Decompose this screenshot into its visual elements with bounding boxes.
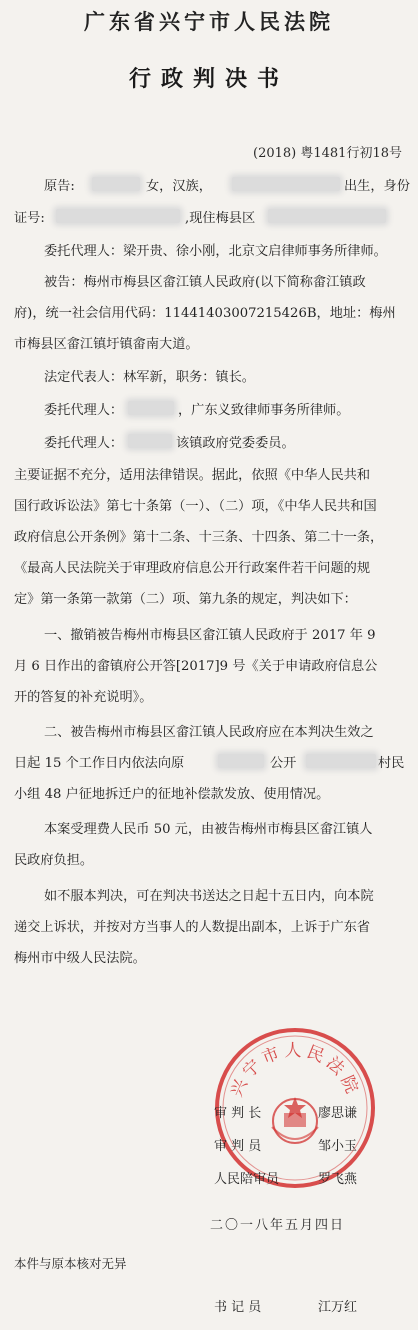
clerk-name: 江万红: [318, 1300, 358, 1315]
document-title: 行政判决书: [128, 66, 289, 92]
juror-name: 罗飞燕: [318, 1172, 358, 1187]
id-label: 证号:: [14, 211, 45, 226]
plaintiff-label: 原告:: [44, 179, 75, 194]
defendant-agent-1-label: 委托代理人：: [44, 403, 124, 418]
defendant-line-2: 府)，统一社会信用代码：11441403007215426B，地址：梅州: [14, 306, 396, 321]
judge-name: 邹小玉: [318, 1139, 358, 1154]
reasoning-line-3: 政府信息公开条例》第十二条、十三条、十四条、第二十一条，: [14, 530, 384, 545]
appeal-line-1: 如不服本判决，可在判决书送达之日起十五日内，向本院: [44, 889, 374, 904]
defendant-line-3: 市梅县区畲江镇圩镇畲南大道。: [14, 337, 199, 352]
judgment-date: 二〇一八年五月四日: [210, 1218, 346, 1233]
defendant-agent-2-detail: 该镇政府党委委员。: [176, 436, 295, 451]
redacted-agent-1-name: [128, 401, 174, 415]
defendant-line-1: 被告：梅州市梅县区畲江镇人民政府(以下简称畲江镇政: [44, 275, 366, 290]
reasoning-line-2: 国行政诉讼法》第七十条第（一）、（二）项，《中华人民共和国: [14, 499, 377, 514]
appeal-line-2: 递交上诉状，并按对方当事人的人数提出副本，上诉于广东省: [14, 920, 371, 935]
reasoning-line-5: 定》第一条第一款第（二）项、第九条的规定，判决如下：: [14, 592, 357, 607]
plaintiff-born: 出生，身份: [344, 179, 410, 194]
legal-representative: 法定代表人：林军新，职务：镇长。: [44, 370, 255, 385]
redacted-birthdate: [232, 177, 340, 191]
redacted-address: [268, 209, 386, 223]
seal-text: 兴宁市人民法院: [226, 1041, 364, 1101]
redacted-agent-2-name: [128, 434, 172, 448]
redacted-id-number: [56, 209, 180, 223]
ruling-1-line-2: 月 6 日作出的畲镇府公开答[2017]9 号《关于申请政府信息公: [14, 659, 378, 674]
judge-role: 审 判 员: [214, 1139, 262, 1154]
certified-copy-note: 本件与原本核对无异: [14, 1256, 127, 1271]
redacted-village-name: [306, 754, 376, 768]
case-number: (2018) 粤1481行初18号: [253, 146, 402, 161]
reasoning-line-4: 《最高人民法院关于审理政府信息公开行政案件若干问题的规: [14, 561, 371, 576]
ruling-2-villager: 村民: [378, 756, 405, 771]
reasoning-line-1: 主要证据不充分，适用法律错误。据此，依照《中华人民共和: [14, 468, 371, 483]
redacted-plaintiff-name: [92, 177, 140, 191]
svg-text:兴宁市人民法院: [227, 1041, 363, 1100]
defendant-agent-1-detail: ，广东义致律师事务所律师。: [178, 403, 350, 418]
court-name: 广东省兴宁市人民法院: [84, 9, 334, 34]
ruling-1-line-1: 一、撤销被告梅州市梅县区畲江镇人民政府于 2017 年 9: [44, 628, 376, 643]
presiding-judge-name: 廖思谦: [318, 1106, 358, 1121]
ruling-1-line-3: 开的答复的补充说明》。: [14, 690, 153, 705]
plaintiff-agent: 委托代理人：梁开贵、徐小刚，北京文启律师事务所律师。: [44, 244, 387, 259]
presiding-judge-role: 审 判 长: [214, 1106, 262, 1121]
redacted-plaintiff-name-2: [218, 754, 264, 768]
defendant-agent-2-label: 委托代理人：: [44, 436, 124, 451]
ruling-2-line-1: 二、被告梅州市梅县区畲江镇人民政府应在本判决生效之: [44, 725, 374, 740]
plaintiff-gender: 女，汉族，: [146, 179, 212, 194]
fee-line-1: 本案受理费人民币 50 元，由被告梅州市梅县区畲江镇人: [44, 822, 373, 837]
plaintiff-residence: ,现住梅县区: [185, 211, 256, 226]
clerk-role: 书 记 员: [214, 1300, 262, 1315]
appeal-line-3: 梅州市中级人民法院。: [14, 951, 146, 966]
ruling-2-line-2: 日起 15 个工作日内依法向原: [14, 756, 185, 771]
fee-line-2: 民政府负担。: [14, 853, 94, 868]
ruling-2-disclose: 公开: [270, 756, 297, 771]
ruling-2-line-3: 小组 48 户征地拆迁户的征地补偿款发放、使用情况。: [14, 787, 330, 802]
juror-role: 人民陪审员: [214, 1172, 280, 1187]
